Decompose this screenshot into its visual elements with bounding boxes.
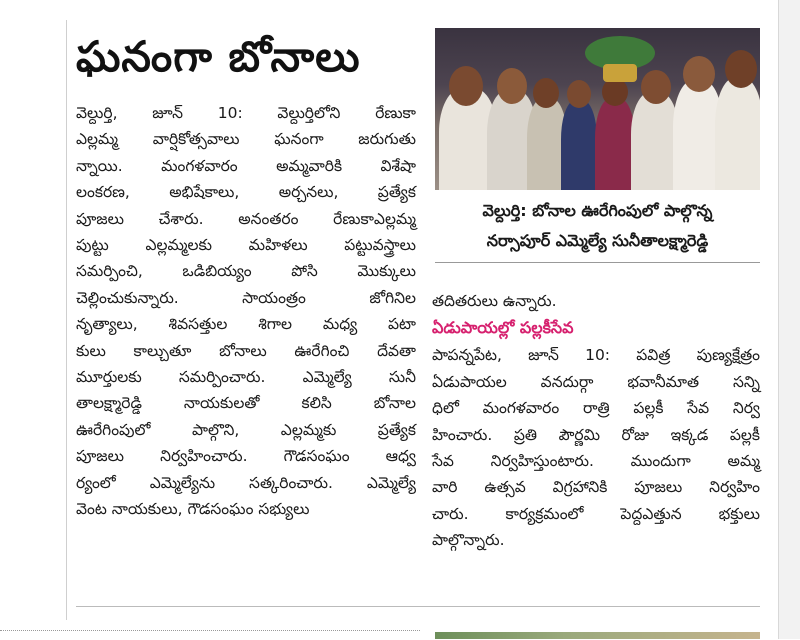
article-line: పాపన్నపేట, జూన్ 10: పవిత్ర పుణ్యక్షేత్రం [432, 346, 760, 365]
caption-line: వెల్దుర్తి: బోనాల ఊరేగింపులో పాల్గొన్న [482, 201, 713, 220]
article-line: న్నాయి. మంగళవారం అమ్మవారికి విశేషా [76, 156, 416, 175]
article-line: వెల్దుర్తి, జూన్ 10: వెల్దుర్తిలోని రేణుకా [76, 104, 416, 122]
column-divider [66, 20, 67, 620]
bottom-divider [76, 606, 760, 607]
article-line: ధిలో మంగళవారం రాత్రి పల్లకీ సేవ నిర్వ [432, 399, 760, 418]
caption-divider [435, 262, 760, 263]
article-line: ర్యంలో ఎమ్మెల్యేను సత్కరించారు. ఎమ్మెల్యే [76, 473, 416, 492]
article-line: ఏడుపాయల వనదుర్గా భవానీమాత సన్ని [432, 372, 760, 391]
article-line: సేవ నిర్వహిస్తుంటారు. ముందుగా అమ్మ [432, 452, 760, 471]
article-line: నృత్యాలు, శివసత్తుల శిగాల మధ్య పటా [76, 315, 416, 334]
article-line: హించారు. ప్రతి పౌర్ణమి రోజు ఇక్కడ పల్లకీ [432, 425, 760, 444]
article-line: పూజలు నిర్వహించారు. గౌడసంఘం ఆధ్వ [76, 447, 416, 466]
article-continuation: తదితరులు ఉన్నారు. [432, 292, 557, 310]
article-line: పుట్టు ఎల్లమ్మలకు మహిళలు పట్టువస్త్రాలు [76, 236, 416, 255]
page-margin [778, 0, 800, 639]
left-article-column [76, 100, 416, 523]
article-line: చారు. కార్యక్రమంలో పెద్దఎత్తున భక్తులు [432, 504, 760, 523]
article-line: కులు కాల్చుతూ బోనాలు ఊరేగించి దేవతా [76, 341, 416, 360]
article-line: వారి ఉత్సవ విగ్రహానికి పూజలు నిర్వహిం [432, 478, 760, 497]
article-line: సమర్పించి, ఒడిబియ్యం పోసి మొక్కులు [76, 262, 416, 281]
article-line: వెంట నాయకులు, గౌడసంఘం సభ్యులు [76, 500, 310, 519]
article-line: తాలక్ష్మారెడ్డి నాయకులతో కలిసి బోనాల [76, 394, 416, 413]
headline: ఘనంగా బోనాలు [76, 32, 361, 81]
article-line: లంకరణ, అభిషేకాలు, అర్చనలు, ప్రత్యేక [76, 183, 416, 202]
article-line: ఊరేగింపులో పాల్గొని, ఎల్లమ్మకు ప్రత్యేక [76, 420, 416, 439]
subheadline: ఏడుపాయల్లో పల్లకీసేవ [432, 318, 574, 338]
article-line: మూర్తులకు సమర్పించారు. ఎమ్మెల్యే సునీ [76, 368, 416, 387]
next-photo-edge [435, 632, 760, 639]
photo-caption [435, 196, 760, 256]
article-line: పూజలు చేశారు. అనంతరం రేణుకాఎల్లమ్మ [76, 209, 416, 228]
article-line: చెల్లించుకున్నారు. సాయంత్రం జోగినిల [76, 288, 416, 307]
article-line: ఎల్లమ్మ వార్షికోత్సవాలు ఘనంగా జరుగుతు [76, 130, 416, 149]
right-article-column [432, 288, 760, 554]
article-line: పాల్గొన్నారు. [432, 531, 505, 550]
news-photo [435, 28, 760, 190]
caption-line: నర్సాపూర్ ఎమ్మెల్యే సునీతాలక్ష్మారెడ్డి [486, 231, 709, 250]
